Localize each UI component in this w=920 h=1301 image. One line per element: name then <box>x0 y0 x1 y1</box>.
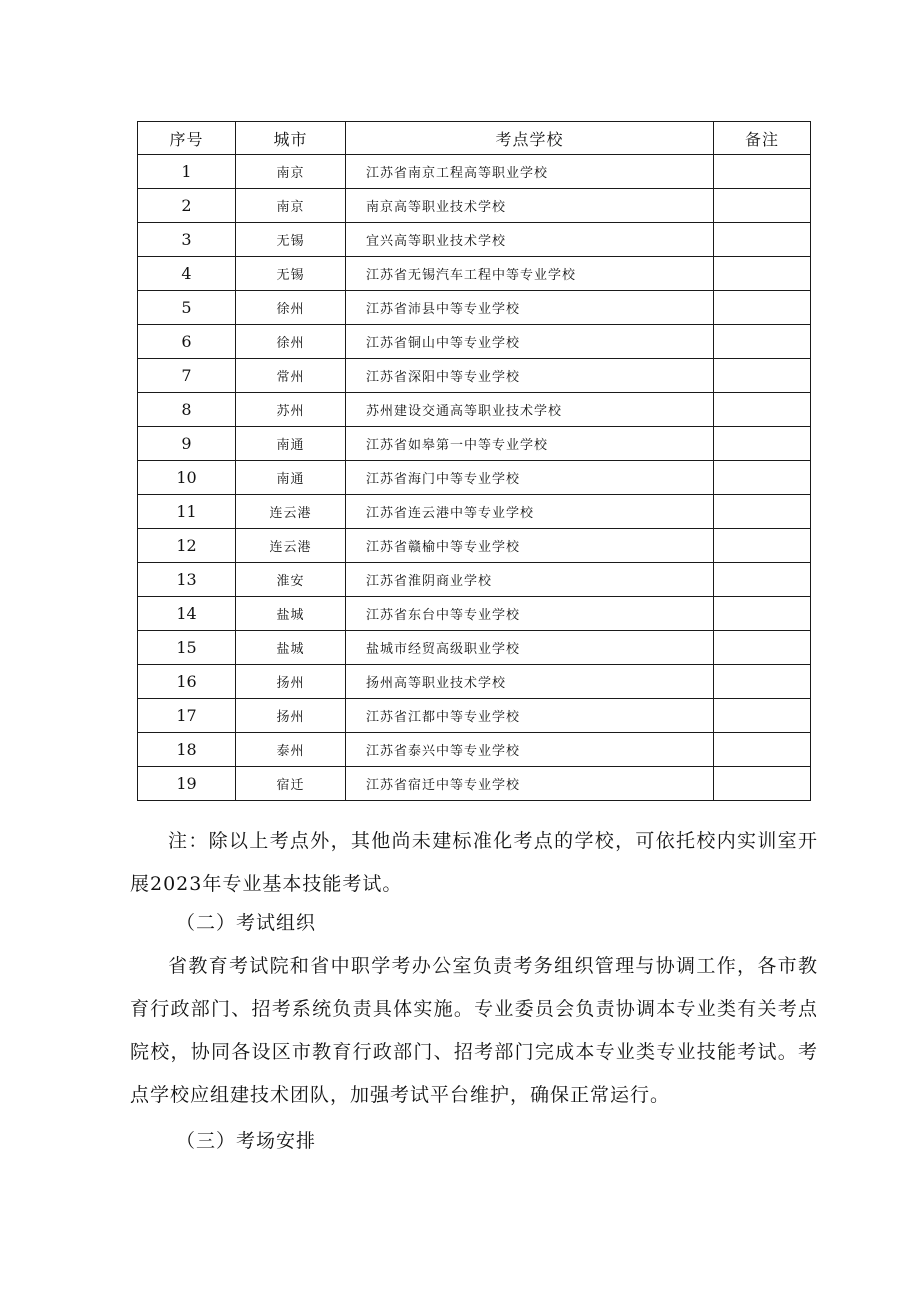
table-row <box>138 631 811 665</box>
cell-school: 江苏省铜山中等专业学校 <box>346 325 714 359</box>
table-row <box>138 325 811 359</box>
cell-city: 扬州 <box>236 699 346 733</box>
cell-note <box>714 325 811 359</box>
cell-city: 泰州 <box>236 733 346 767</box>
cell-no: 15 <box>138 631 236 665</box>
cell-school: 江苏省海门中等专业学校 <box>346 461 714 495</box>
table-row <box>138 393 811 427</box>
table-row <box>138 733 811 767</box>
cell-no: 12 <box>138 529 236 563</box>
header-no: 序号 <box>138 122 236 155</box>
header-school: 考点学校 <box>346 122 714 155</box>
table-row <box>138 665 811 699</box>
cell-no: 11 <box>138 495 236 529</box>
table-row <box>138 155 811 189</box>
cell-city: 宿迁 <box>236 767 346 801</box>
cell-city: 连云港 <box>236 529 346 563</box>
cell-school: 江苏省无锡汽车工程中等专业学校 <box>346 257 714 291</box>
cell-city: 无锡 <box>236 257 346 291</box>
cell-school: 江苏省南京工程高等职业学校 <box>346 155 714 189</box>
cell-school: 苏州建设交通高等职业技术学校 <box>346 393 714 427</box>
cell-city: 淮安 <box>236 563 346 597</box>
cell-city: 南通 <box>236 427 346 461</box>
cell-no: 5 <box>138 291 236 325</box>
section-2-body: 省教育考试院和省中职学考办公室负责考务组织管理与协调工作，各市教育行政部门、招考系统负责具体实施。专业委员会负责协调本专业类有关考点院校，协同各设区市教育行政部门、招考部门完成本专业类专业技能考试。考点学校应组建技术团队，加强考试平台维护，确保正常运行。 <box>130 955 818 1106</box>
cell-no: 9 <box>138 427 236 461</box>
header-city: 城市 <box>236 122 346 155</box>
table-row <box>138 495 811 529</box>
cell-note <box>714 155 811 189</box>
cell-no: 14 <box>138 597 236 631</box>
table-body <box>138 155 811 801</box>
cell-school: 江苏省连云港中等专业学校 <box>346 495 714 529</box>
cell-school: 扬州高等职业技术学校 <box>346 665 714 699</box>
table-row <box>138 359 811 393</box>
cell-note <box>714 699 811 733</box>
cell-note <box>714 427 811 461</box>
cell-city: 苏州 <box>236 393 346 427</box>
cell-city: 常州 <box>236 359 346 393</box>
table-header-row <box>138 122 811 155</box>
exam-site-table <box>137 121 811 801</box>
cell-note <box>714 359 811 393</box>
cell-school: 江苏省深阳中等专业学校 <box>346 359 714 393</box>
cell-note <box>714 495 811 529</box>
cell-note <box>714 563 811 597</box>
cell-no: 18 <box>138 733 236 767</box>
cell-no: 6 <box>138 325 236 359</box>
cell-note <box>714 597 811 631</box>
cell-note <box>714 393 811 427</box>
table-row <box>138 699 811 733</box>
cell-no: 16 <box>138 665 236 699</box>
cell-school: 江苏省如皋第一中等专业学校 <box>346 427 714 461</box>
cell-no: 19 <box>138 767 236 801</box>
cell-note <box>714 529 811 563</box>
cell-note <box>714 631 811 665</box>
cell-city: 盐城 <box>236 631 346 665</box>
cell-city: 扬州 <box>236 665 346 699</box>
cell-note <box>714 291 811 325</box>
cell-no: 7 <box>138 359 236 393</box>
cell-no: 8 <box>138 393 236 427</box>
cell-city: 徐州 <box>236 325 346 359</box>
cell-school: 江苏省江都中等专业学校 <box>346 699 714 733</box>
cell-city: 盐城 <box>236 597 346 631</box>
cell-city: 南京 <box>236 155 346 189</box>
cell-city: 徐州 <box>236 291 346 325</box>
table-row <box>138 529 811 563</box>
section-3-heading: （三）考场安排 <box>176 1130 317 1152</box>
cell-city: 无锡 <box>236 223 346 257</box>
cell-no: 13 <box>138 563 236 597</box>
cell-note <box>714 257 811 291</box>
cell-city: 南京 <box>236 189 346 223</box>
header-note: 备注 <box>714 122 811 155</box>
cell-school: 江苏省赣榆中等专业学校 <box>346 529 714 563</box>
cell-no: 17 <box>138 699 236 733</box>
cell-school: 江苏省宿迁中等专业学校 <box>346 767 714 801</box>
cell-no: 10 <box>138 461 236 495</box>
section-2-heading: （二）考试组织 <box>176 912 317 934</box>
cell-school: 宜兴高等职业技术学校 <box>346 223 714 257</box>
table-row <box>138 461 811 495</box>
cell-no: 2 <box>138 189 236 223</box>
cell-no: 4 <box>138 257 236 291</box>
cell-note <box>714 733 811 767</box>
table-row <box>138 597 811 631</box>
cell-note <box>714 665 811 699</box>
cell-school: 江苏省东台中等专业学校 <box>346 597 714 631</box>
note-paragraph: 注：除以上考点外，其他尚未建标准化考点的学校，可依托校内实训室开展2023年专业基本技能考试。 <box>130 830 818 895</box>
table-row <box>138 427 811 461</box>
table-row <box>138 189 811 223</box>
cell-school: 盐城市经贸高级职业学校 <box>346 631 714 665</box>
cell-school: 江苏省淮阴商业学校 <box>346 563 714 597</box>
cell-note <box>714 223 811 257</box>
table-row <box>138 223 811 257</box>
cell-school: 江苏省泰兴中等专业学校 <box>346 733 714 767</box>
cell-note <box>714 461 811 495</box>
cell-city: 南通 <box>236 461 346 495</box>
table-row <box>138 563 811 597</box>
table-row <box>138 767 811 801</box>
cell-no: 1 <box>138 155 236 189</box>
table-row <box>138 257 811 291</box>
cell-note <box>714 767 811 801</box>
cell-school: 江苏省沛县中等专业学校 <box>346 291 714 325</box>
cell-note <box>714 189 811 223</box>
cell-city: 连云港 <box>236 495 346 529</box>
cell-school: 南京高等职业技术学校 <box>346 189 714 223</box>
cell-no: 3 <box>138 223 236 257</box>
table-row <box>138 291 811 325</box>
